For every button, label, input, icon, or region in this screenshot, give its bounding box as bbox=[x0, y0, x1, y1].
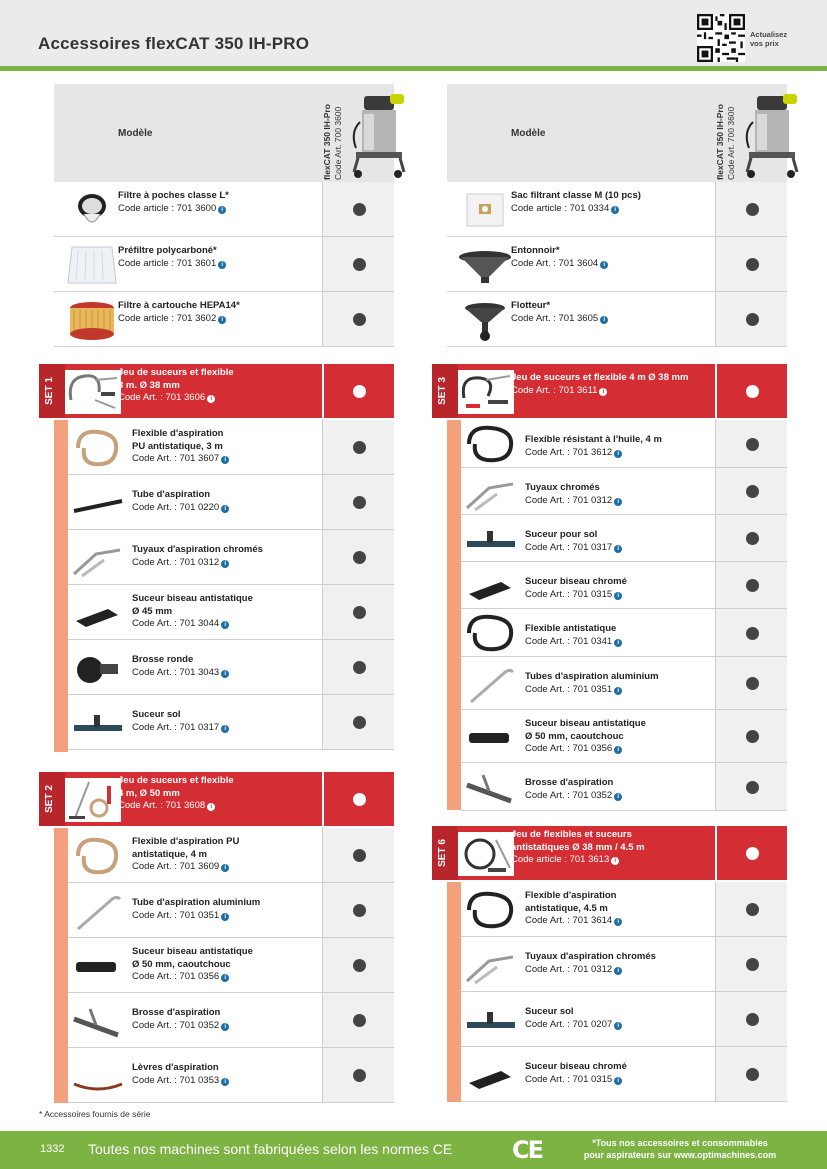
accessory-image bbox=[463, 611, 519, 655]
accessory-image bbox=[70, 426, 126, 470]
hose-set-icon bbox=[65, 778, 121, 822]
included-dot bbox=[353, 606, 366, 619]
included-dot bbox=[353, 1014, 366, 1027]
qr-code-icon[interactable] bbox=[697, 14, 745, 62]
set-bar bbox=[54, 828, 68, 1103]
accessory-image bbox=[70, 536, 126, 580]
accessory-image bbox=[70, 834, 126, 878]
table-row bbox=[461, 882, 787, 937]
set-tab bbox=[39, 364, 65, 418]
item-name: Lèvres d'aspiration bbox=[132, 1062, 219, 1073]
item-name: Suceur sol bbox=[525, 1006, 574, 1017]
item-name: Brosse d'aspiration bbox=[132, 1007, 221, 1018]
item-code: Code Art. : 701 0315 bbox=[525, 588, 613, 600]
item-name: Flexible d'aspiration bbox=[525, 890, 617, 901]
item-name: Suceur biseau antistatique bbox=[132, 946, 253, 957]
table-row bbox=[461, 937, 787, 992]
table-row bbox=[68, 585, 394, 640]
info-icon[interactable]: i bbox=[207, 395, 215, 403]
set-bar bbox=[54, 420, 68, 752]
set-name-line2: antistatiques Ø 38 mm / 4.5 m bbox=[511, 841, 645, 853]
item-code: Code Art. : 701 0317 bbox=[132, 721, 220, 733]
item-name: Entonnoir* bbox=[511, 245, 560, 256]
included-dot bbox=[746, 903, 759, 916]
footnote: * Accessoires fournis de série bbox=[39, 1109, 151, 1119]
funnel-icon bbox=[457, 243, 513, 287]
item-name-line2: antistatique, 4.5 m bbox=[525, 902, 608, 914]
item-name: Suceur biseau antistatique bbox=[525, 718, 646, 729]
included-dot bbox=[353, 661, 366, 674]
included-dot bbox=[353, 496, 366, 509]
item-name: Flexible résistant à l'huile, 4 m bbox=[525, 434, 662, 445]
accessory-image bbox=[463, 998, 519, 1042]
included-dot bbox=[746, 677, 759, 690]
item-code: Code Art. : 701 0312 bbox=[525, 494, 613, 506]
hose-set-icon bbox=[65, 370, 121, 414]
set-name-line1: Jeu de suceurs et flexible bbox=[118, 367, 234, 378]
table-row bbox=[68, 883, 394, 938]
prefilter-icon bbox=[64, 243, 120, 287]
info-icon[interactable]: i bbox=[221, 456, 229, 464]
info-icon[interactable]: i bbox=[614, 639, 622, 647]
set-tab-label: SET 3 bbox=[437, 377, 448, 405]
table-row bbox=[68, 993, 394, 1048]
item-name: Sac filtrant classe M (10 pcs) bbox=[511, 190, 641, 201]
table-row bbox=[461, 992, 787, 1047]
item-name: Suceur biseau chromé bbox=[525, 576, 627, 587]
item-name: Suceur sol bbox=[132, 709, 181, 720]
info-icon[interactable]: i bbox=[614, 545, 622, 553]
set-code: Code Art. : 701 3608 bbox=[118, 800, 206, 811]
table-row bbox=[54, 182, 394, 237]
included-dot bbox=[746, 958, 759, 971]
table-row bbox=[447, 292, 787, 347]
included-dot bbox=[746, 579, 759, 592]
item-code: Code Art. : 701 0207 bbox=[525, 1018, 613, 1030]
included-dot bbox=[746, 313, 759, 326]
table-head bbox=[447, 84, 787, 182]
set-header-row bbox=[432, 364, 787, 419]
info-icon[interactable]: i bbox=[600, 261, 608, 269]
item-name: Tuyaux chromés bbox=[525, 482, 600, 493]
item-name: Brosse ronde bbox=[132, 654, 194, 665]
set-name-line2: 3 m. Ø 38 mm bbox=[118, 379, 180, 391]
accessory-image bbox=[70, 1054, 126, 1098]
table-row bbox=[68, 695, 394, 750]
item-code: Code Art. : 701 0353 bbox=[132, 1074, 220, 1086]
info-icon[interactable]: i bbox=[221, 560, 229, 568]
item-code: Code Art. : 701 0356 bbox=[525, 743, 613, 754]
item-code: Code Art. : 701 0315 bbox=[525, 1073, 613, 1085]
item-name: Filtre à poches classe L* bbox=[118, 190, 229, 201]
included-dot bbox=[353, 959, 366, 972]
info-icon[interactable]: i bbox=[614, 592, 622, 600]
item-name: Flexible antistatique bbox=[525, 623, 617, 634]
vacuum-machine-image bbox=[350, 92, 406, 180]
included-dot bbox=[746, 485, 759, 498]
item-name: Préfiltre polycarboné* bbox=[118, 245, 217, 256]
info-icon[interactable]: i bbox=[614, 967, 622, 975]
item-code: Code Art. : 701 3604 bbox=[511, 257, 599, 269]
included-dot bbox=[353, 1069, 366, 1082]
included-dot bbox=[746, 203, 759, 216]
footer-slogan: Toutes nos machines sont fabriquées selon les normes CE bbox=[88, 1141, 453, 1157]
item-code: Code Art. : 701 0351 bbox=[132, 909, 220, 921]
included-dot bbox=[746, 438, 759, 451]
item-code: Code article : 701 3601 bbox=[118, 257, 217, 269]
set-name-line1: Jeu de flexibles et suceurs bbox=[511, 829, 632, 840]
info-icon[interactable]: i bbox=[611, 206, 619, 214]
item-code: Code Art. : 701 3612 bbox=[525, 446, 613, 458]
page-title: Accessoires flexCAT 350 IH-PRO bbox=[38, 34, 310, 53]
table-row bbox=[68, 1048, 394, 1103]
info-icon[interactable]: i bbox=[221, 621, 229, 629]
info-icon[interactable]: i bbox=[221, 725, 229, 733]
info-icon[interactable]: i bbox=[614, 1077, 622, 1085]
hose-set-icon bbox=[458, 832, 514, 876]
accessory-image bbox=[70, 889, 126, 933]
set-header-row bbox=[39, 364, 394, 419]
included-dot bbox=[353, 793, 366, 806]
item-name: Suceur biseau antistatique bbox=[132, 593, 253, 604]
machine-name: flexCAT 350 IH-Pro bbox=[322, 104, 332, 180]
qr-label-line1: Actualisez bbox=[750, 30, 788, 39]
header-divider bbox=[0, 66, 827, 71]
footer-note bbox=[560, 1137, 800, 1161]
set-header-row bbox=[39, 772, 394, 827]
table-row bbox=[68, 475, 394, 530]
included-dot bbox=[353, 441, 366, 454]
table-row bbox=[68, 420, 394, 475]
ce-mark-icon: CE bbox=[512, 1136, 543, 1164]
table-row bbox=[461, 657, 787, 710]
item-code: Code Art. : 701 3607 bbox=[132, 453, 220, 464]
info-icon[interactable]: i bbox=[218, 316, 226, 324]
float-icon bbox=[457, 298, 513, 342]
set-code: Code article : 701 3613 bbox=[511, 854, 610, 865]
set-name-line1: Jeu de suceurs et flexible 4 m Ø 38 mm bbox=[511, 372, 689, 383]
included-dot bbox=[746, 385, 759, 398]
footer-note-line2[interactable]: pour aspirateurs sur www.optimachines.com bbox=[583, 1150, 777, 1160]
item-code: Code article : 701 0334 bbox=[511, 202, 610, 214]
info-icon[interactable]: i bbox=[614, 793, 622, 801]
table-head bbox=[54, 84, 394, 182]
info-icon[interactable]: i bbox=[221, 670, 229, 678]
item-code: Code Art. : 701 0352 bbox=[525, 789, 613, 801]
table-row bbox=[68, 938, 394, 993]
item-code: Code Art. : 701 0352 bbox=[132, 1019, 220, 1031]
set-tab bbox=[39, 772, 65, 826]
included-dot bbox=[746, 1068, 759, 1081]
item-name: Tube d'aspiration aluminium bbox=[132, 897, 261, 908]
table-row bbox=[447, 182, 787, 237]
item-code: Code Art. : 701 0317 bbox=[525, 541, 613, 553]
machine-code: Code Art. 700 3600 bbox=[726, 106, 736, 180]
page-number: 1332 bbox=[40, 1143, 65, 1155]
item-name: Tuyaux d'aspiration chromés bbox=[132, 544, 263, 555]
left-table bbox=[44, 84, 394, 1104]
info-icon[interactable]: i bbox=[207, 803, 215, 811]
set-tab-label: SET 6 bbox=[437, 839, 448, 867]
table-row bbox=[461, 515, 787, 562]
included-dot bbox=[746, 730, 759, 743]
table-row bbox=[68, 828, 394, 883]
item-code: Code Art. : 701 0312 bbox=[525, 963, 613, 975]
accessory-image bbox=[463, 422, 519, 466]
info-icon[interactable]: i bbox=[221, 1078, 229, 1086]
item-code: Code article : 701 3600 bbox=[118, 202, 217, 214]
included-dot bbox=[746, 258, 759, 271]
included-dot bbox=[746, 847, 759, 860]
included-dot bbox=[353, 849, 366, 862]
included-dot bbox=[746, 627, 759, 640]
info-icon[interactable]: i bbox=[221, 1023, 229, 1031]
table-row bbox=[461, 609, 787, 657]
item-name: Flotteur* bbox=[511, 300, 551, 311]
table-row bbox=[461, 710, 787, 763]
set-name-line1: Jeu de suceurs et flexible bbox=[118, 775, 234, 786]
item-name-line2: Ø 45 mm bbox=[132, 605, 173, 617]
model-label: Modèle bbox=[511, 128, 546, 139]
set-tab bbox=[432, 364, 458, 418]
right-table bbox=[437, 84, 787, 1104]
item-code: Code article : 701 3602 bbox=[118, 312, 217, 324]
item-name: Filtre à cartouche HEPA14* bbox=[118, 300, 240, 311]
set-bar bbox=[447, 882, 461, 1102]
table-row bbox=[461, 763, 787, 811]
table-row bbox=[447, 237, 787, 292]
item-name-line2: antistatique, 4 m bbox=[132, 848, 207, 860]
info-icon[interactable]: i bbox=[614, 1022, 622, 1030]
item-name-line2: Ø 50 mm, caoutchouc bbox=[132, 958, 231, 970]
item-name: Tubes d'aspiration aluminium bbox=[525, 671, 659, 682]
qr-label-line2: vos prix bbox=[750, 39, 779, 48]
info-icon[interactable]: i bbox=[600, 316, 608, 324]
included-dot bbox=[353, 904, 366, 917]
info-icon[interactable]: i bbox=[221, 913, 229, 921]
accessory-image bbox=[463, 1053, 519, 1097]
item-code: Code Art. : 701 0220 bbox=[132, 501, 220, 513]
accessory-image bbox=[70, 646, 126, 690]
info-icon[interactable]: i bbox=[221, 864, 229, 872]
info-icon[interactable]: i bbox=[614, 498, 622, 506]
item-code: Code Art. : 701 3614 bbox=[525, 915, 613, 926]
item-name: Suceur biseau chromé bbox=[525, 1061, 627, 1072]
accessory-image bbox=[463, 517, 519, 561]
set-bar bbox=[447, 420, 461, 810]
machine-label bbox=[322, 88, 346, 180]
info-icon[interactable]: i bbox=[221, 505, 229, 513]
table-row bbox=[461, 468, 787, 515]
table-row bbox=[461, 1047, 787, 1102]
info-icon[interactable]: i bbox=[614, 687, 622, 695]
item-name: Tube d'aspiration bbox=[132, 489, 211, 500]
info-icon[interactable]: i bbox=[218, 261, 226, 269]
accessory-image bbox=[463, 943, 519, 987]
accessory-image bbox=[70, 944, 126, 988]
included-dot bbox=[353, 203, 366, 216]
accessory-image bbox=[463, 662, 519, 706]
item-code: Code Art. : 701 3043 bbox=[132, 666, 220, 678]
info-icon[interactable]: i bbox=[614, 746, 622, 754]
qr-label bbox=[750, 30, 800, 48]
accessory-image bbox=[70, 999, 126, 1043]
included-dot bbox=[746, 532, 759, 545]
filter-bag-icon bbox=[457, 188, 513, 232]
included-dot bbox=[353, 258, 366, 271]
set-header-row bbox=[432, 826, 787, 881]
included-dot bbox=[746, 781, 759, 794]
item-code: Code Art. : 701 0312 bbox=[132, 556, 220, 568]
included-dot bbox=[353, 385, 366, 398]
table-row bbox=[68, 530, 394, 585]
set-tab-label: SET 2 bbox=[44, 785, 55, 813]
info-icon[interactable]: i bbox=[599, 388, 607, 396]
included-dot bbox=[746, 1013, 759, 1026]
item-name: Suceur pour sol bbox=[525, 529, 598, 540]
accessory-image bbox=[70, 591, 126, 635]
hose-set-icon bbox=[458, 370, 514, 414]
included-dot bbox=[353, 551, 366, 564]
table-row bbox=[54, 292, 394, 347]
machine-name: flexCAT 350 IH-Pro bbox=[715, 104, 725, 180]
item-code: Code Art. : 701 0356 bbox=[132, 971, 220, 982]
machine-label bbox=[715, 88, 739, 180]
item-name: Brosse d'aspiration bbox=[525, 777, 614, 788]
model-label: Modèle bbox=[118, 128, 153, 139]
accessory-image bbox=[463, 470, 519, 514]
set-tab-label: SET 1 bbox=[44, 377, 55, 405]
accessory-image bbox=[70, 481, 126, 525]
set-code: Code Art. : 701 3606 bbox=[118, 392, 206, 403]
footer-note-line1: *Tous nos accessoires et consommables bbox=[592, 1138, 768, 1148]
item-code: Code Art. : 701 0351 bbox=[525, 683, 613, 695]
item-code: Code Art. : 701 3605 bbox=[511, 312, 599, 324]
info-icon[interactable]: i bbox=[221, 974, 229, 982]
table-row bbox=[54, 237, 394, 292]
item-name: Flexible d'aspiration bbox=[132, 428, 224, 439]
accessory-image bbox=[463, 888, 519, 932]
item-name-line2: PU antistatique, 3 m bbox=[132, 440, 223, 452]
machine-code: Code Art. 700 3600 bbox=[333, 106, 343, 180]
accessory-image bbox=[70, 701, 126, 745]
info-icon[interactable]: i bbox=[611, 857, 619, 865]
item-code: Code Art. : 701 0341 bbox=[525, 635, 613, 647]
set-code: Code Art. : 701 3611 bbox=[511, 384, 598, 396]
item-code: Code Art. : 701 3609 bbox=[132, 861, 220, 872]
item-name: Flexible d'aspiration PU bbox=[132, 836, 240, 847]
cartridge-filter-icon bbox=[64, 298, 120, 342]
info-icon[interactable]: i bbox=[218, 206, 226, 214]
set-tab bbox=[432, 826, 458, 880]
info-icon[interactable]: i bbox=[614, 918, 622, 926]
item-name: Tuyaux d'aspiration chromés bbox=[525, 951, 656, 962]
table-row bbox=[461, 420, 787, 468]
bag-filter-icon bbox=[64, 188, 120, 232]
included-dot bbox=[353, 313, 366, 326]
set-name-line2: 4 m, Ø 50 mm bbox=[118, 787, 180, 799]
info-icon[interactable]: i bbox=[614, 450, 622, 458]
included-dot bbox=[353, 716, 366, 729]
vacuum-machine-image bbox=[743, 92, 799, 180]
table-row bbox=[461, 562, 787, 609]
table-row bbox=[68, 640, 394, 695]
accessory-image bbox=[463, 765, 519, 809]
item-code: Code Art. : 701 3044 bbox=[132, 618, 220, 629]
accessory-image bbox=[463, 715, 519, 759]
item-name-line2: Ø 50 mm, caoutchouc bbox=[525, 730, 624, 742]
accessory-image bbox=[463, 564, 519, 608]
